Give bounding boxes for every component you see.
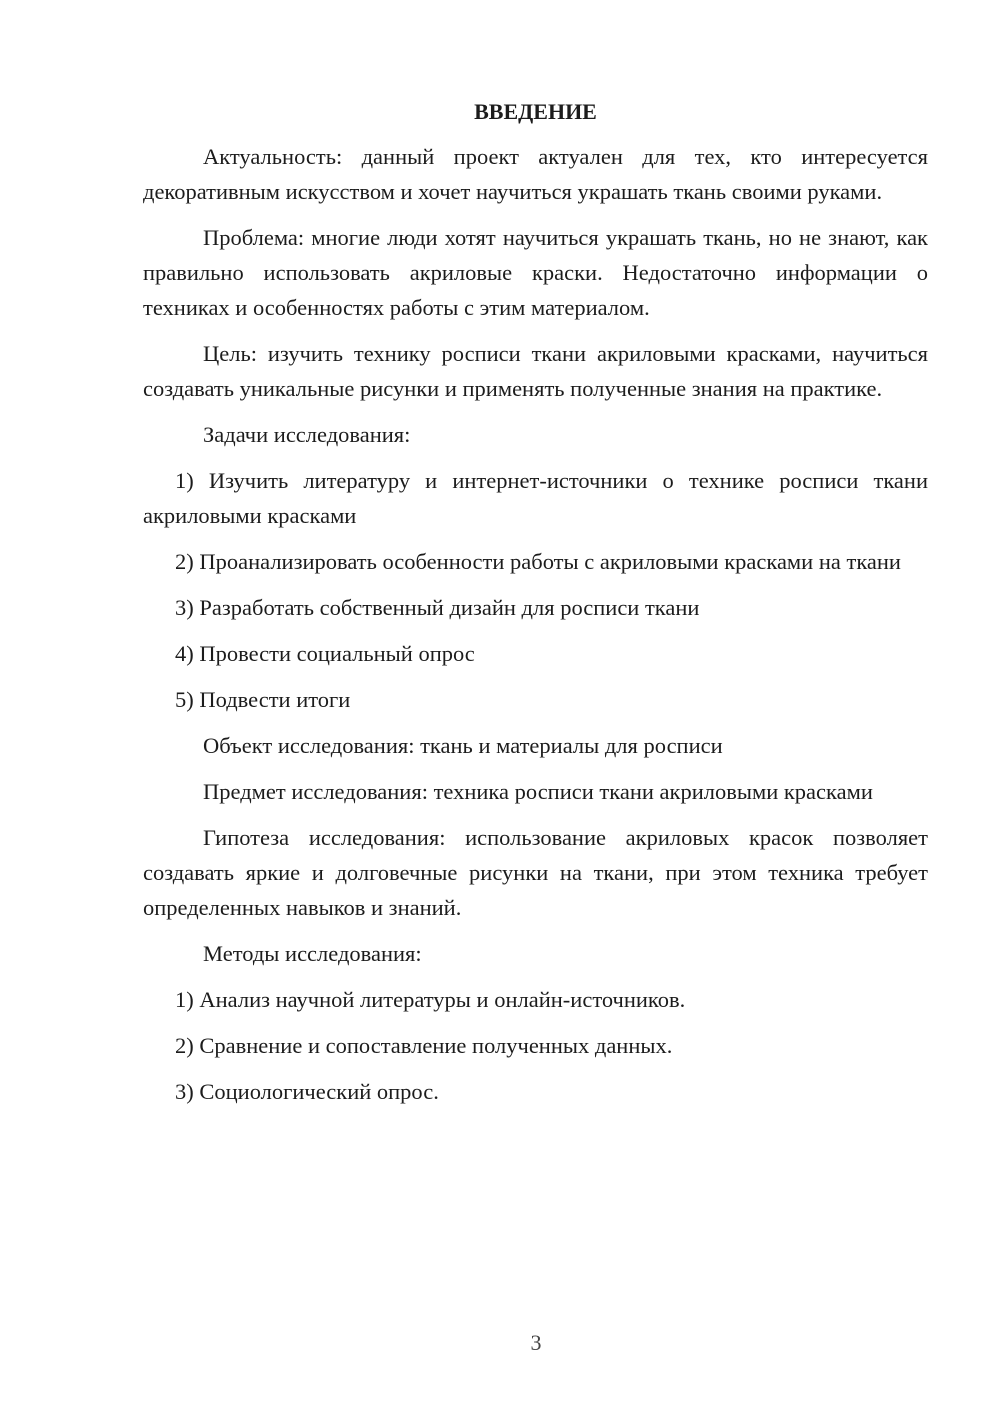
- hypothesis-paragraph: Гипотеза исследования: использование акриловых красок позволяет создавать яркие и долговечные рисунки на ткани, при этом техника требует определенных навыков и знаний.: [143, 825, 928, 920]
- problem-paragraph: Проблема: многие люди хотят научиться украшать ткань, но не знают, как правильно использовать акриловые краски. Недостаточно информации о техниках и особенностях работы с этим материалом.: [143, 225, 928, 320]
- method-item-1: 1) Анализ научной литературы и онлайн-источников.: [175, 987, 686, 1012]
- page-number: 3: [530, 1330, 542, 1355]
- methods-heading: Методы исследования:: [203, 941, 422, 966]
- relevance-paragraph: Актуальность: данный проект актуален для тех, кто интересуется декоративным искусством и хочет научиться украшать ткань своими руками.: [143, 144, 928, 204]
- task-item-5: 5) Подвести итоги: [175, 687, 351, 712]
- task-item-1: 1) Изучить литературу и интернет-источники о технике росписи ткани акриловыми красками: [143, 468, 928, 528]
- task-item-4: 4) Провести социальный опрос: [175, 641, 475, 666]
- tasks-heading: Задачи исследования:: [203, 422, 411, 447]
- task-item-3: 3) Разработать собственный дизайн для росписи ткани: [175, 595, 700, 620]
- method-item-3: 3) Социологический опрос.: [175, 1079, 439, 1104]
- section-title: ВВЕДЕНИЕ: [474, 99, 597, 124]
- subject-paragraph: Предмет исследования: техника росписи ткани акриловыми красками: [203, 779, 873, 804]
- goal-paragraph: Цель: изучить технику росписи ткани акриловыми красками, научиться создавать уникальные рисунки и применять полученные знания на практике.: [143, 341, 928, 401]
- object-paragraph: Объект исследования: ткань и материалы для росписи: [203, 733, 723, 758]
- task-item-2: 2) Проанализировать особенности работы с акриловыми красками на ткани: [175, 549, 901, 574]
- method-item-2: 2) Сравнение и сопоставление полученных данных.: [175, 1033, 673, 1058]
- document-page: [143, 96, 928, 1120]
